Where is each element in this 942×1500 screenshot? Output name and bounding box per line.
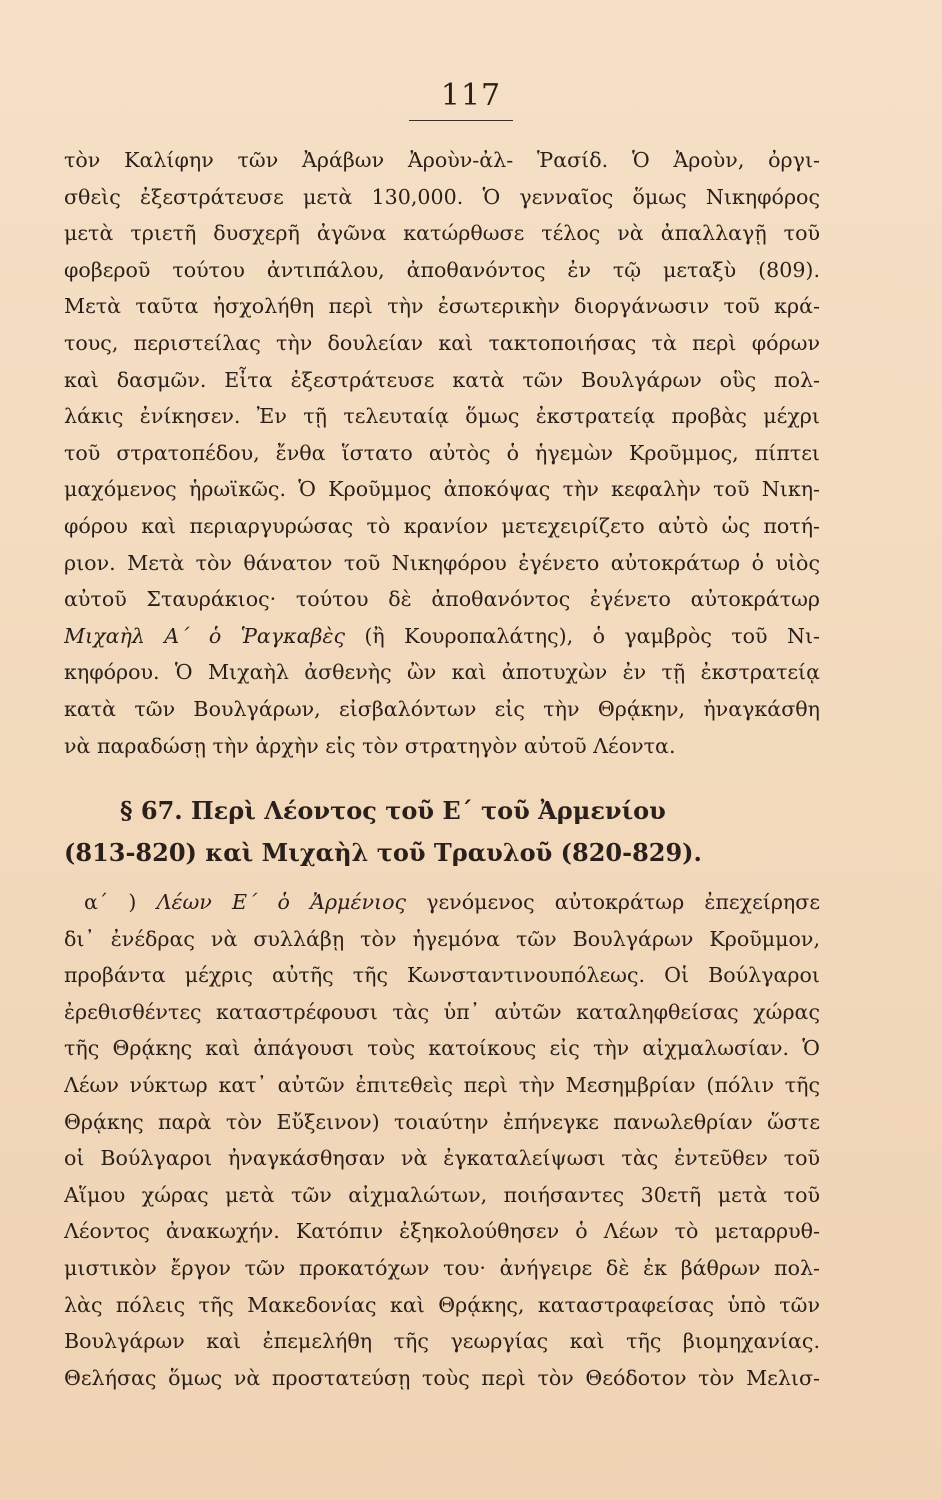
text-line: τους, περιστείλας τὴν δουλείαν καὶ τακτοποιήσας τὰ περὶ φόρων — [64, 330, 820, 355]
text-line: κηφόρου. Ὁ Μιχαὴλ ἀσθενὴς ὢν καὶ ἀποτυχὼν ἐν τῇ ἐκστρατείᾳ — [64, 660, 820, 685]
section-heading-line-2: (813-820) καὶ Μιχαὴλ τοῦ Τραυλοῦ (820-829). — [64, 838, 702, 867]
text-line: προβάντα μέχρις αὐτῆς τῆς Κωνσταντινουπόλεως. Οἱ Βούλγαροι — [64, 963, 820, 988]
text-line: Βουλγάρων καὶ ἐπεμελήθη τῆς γεωργίας καὶ τῆς βιομηχανίας. — [64, 1329, 820, 1354]
text-line: φοβεροῦ τούτου ἀντιπάλου, ἀποθανόντος ἐν τῷ μεταξὺ (809). — [64, 257, 820, 282]
text-line: Λέοντος ἀνακωχήν. Κατόπιν ἐξηκολούθησεν ὁ Λέων τὸ μεταρρυθ- — [64, 1219, 820, 1244]
text-line: αὐτοῦ Σταυράκιος· τούτου δὲ ἀποθανόντος ἐγένετο αὐτοκράτωρ — [64, 587, 820, 612]
text-line-rest: γενόμενος αὐτοκράτωρ ἐπεχείρησε — [406, 890, 820, 914]
section-heading — [64, 790, 820, 874]
text-line: τοῦ στρατοπέδου, ἔνθα ἵστατο αὐτὸς ὁ ἡγεμὼν Κροῦμμος, πίπτει — [64, 440, 820, 465]
text-line: μιστικὸν ἔργον τῶν προκατόχων του· ἀνήγειρε δὲ ἐκ βάθρων πολ- — [64, 1255, 820, 1280]
text-line: μαχόμενος ἡρωϊκῶς. Ὁ Κροῦμμος ἀποκόψας τὴν κεφαλὴν τοῦ Νικη- — [64, 477, 820, 502]
text-line: καὶ δασμῶν. Εἶτα ἐξεστράτευσε κατὰ τῶν Βουλγάρων οὓς πολ- — [64, 367, 820, 392]
text-line: φόρου καὶ περιαργυρώσας τὸ κρανίον μετεχειρίζετο αὐτὸ ὡς ποτή- — [64, 513, 820, 538]
text-line: ριον. Μετὰ τὸν θάνατον τοῦ Νικηφόρου ἐγένετο αὐτοκράτωρ ὁ υἱὸς — [64, 550, 820, 575]
text-line: οἱ Βούλγαροι ἠναγκάσθησαν νὰ ἐγκαταλείψωσι τὰς ἐντεῦθεν τοῦ — [64, 1146, 820, 1171]
text-line: λάκις ἐνίκησεν. Ἐν τῇ τελευταίᾳ ὅμως ἐκστρατείᾳ προβὰς μέχρι — [64, 404, 820, 429]
page-number: 117 — [440, 78, 502, 113]
text-line: Μετὰ ταῦτα ἠσχολήθη περὶ τὴν ἐσωτερικὴν διοργάνωσιν τοῦ κρά- — [64, 294, 820, 319]
text-line: Λέων νύκτωρ κατ᾿ αὐτῶν ἐπιτεθεὶς περὶ τὴν Μεσημβρίαν (πόλιν τῆς — [64, 1072, 820, 1097]
name-michael-rangabe: Μιχαὴλ Α΄ ὁ Ῥαγκαβὲς — [64, 623, 346, 648]
text-line-leo — [64, 884, 820, 921]
text-line: δι᾿ ἐνέδρας νὰ συλλάβῃ τὸν ἡγεμόνα τῶν Βουλγάρων Κροῦμμον, — [64, 926, 820, 951]
paragraph-1 — [64, 142, 820, 764]
text-line-michael — [64, 618, 820, 655]
text-line: λὰς πόλεις τῆς Μακεδονίας καὶ Θρᾴκης, καταστραφείσας ὑπὸ τῶν — [64, 1292, 820, 1317]
name-leo-armenian: Λέων Ε΄ ὁ Ἀρμένιος — [156, 890, 407, 914]
text-line: τῆς Θρᾴκης καὶ ἀπάγουσι τοὺς κατοίκους εἰς τὴν αἰχμαλωσίαν. Ὁ — [64, 1036, 820, 1061]
text-line: μετὰ τριετῆ δυσχερῆ ἀγῶνα κατώρθωσε τέλος νὰ ἀπαλλαγῇ τοῦ — [64, 221, 820, 246]
page-number-rule — [409, 120, 513, 121]
text-line: Αἵμου χώρας μετὰ τῶν αἰχμαλώτων, ποιήσαντες 30ετῆ μετὰ τοῦ — [64, 1182, 820, 1207]
text-line: ἐρεθισθέντες καταστρέφουσι τὰς ὑπ᾿ αὐτῶν καταληφθείσας χώρας — [64, 999, 820, 1024]
paragraph-marker: α΄ ) — [84, 890, 157, 914]
text-line: τὸν Καλίφην τῶν Ἀράβων Ἀροὺν-ἀλ- Ῥασίδ. Ὁ Ἀροὺν, ὀργι- — [64, 148, 820, 172]
text-line: σθεὶς ἐξεστράτευσε μετὰ 130,000. Ὁ γενναῖος ὅμως Νικηφόρος — [64, 184, 820, 209]
section-heading-line-1: § 67. Περὶ Λέοντος τοῦ Ε΄ τοῦ Ἀρμενίου — [120, 796, 666, 825]
text-line-rest: (ἢ Κουροπαλάτης), ὁ γαμβρὸς τοῦ Νι- — [345, 623, 820, 648]
text-line: Θρᾴκης παρὰ τὸν Εὔξεινον) τοιαύτην ἐπήνεγκε πανωλεθρίαν ὥστε — [64, 1109, 820, 1134]
text-line: νὰ παραδώσῃ τὴν ἀρχὴν εἰς τὸν στρατηγὸν αὐτοῦ Λέοντα. — [64, 733, 676, 758]
text-line: Θελήσας ὅμως νὰ προστατεύσῃ τοὺς περὶ τὸν Θεόδοτον τὸν Μελισ- — [64, 1365, 820, 1390]
text-line: κατὰ τῶν Βουλγάρων, εἰσβαλόντων εἰς τὴν Θρᾴκην, ἠναγκάσθη — [64, 696, 820, 721]
paragraph-2 — [64, 884, 820, 1396]
